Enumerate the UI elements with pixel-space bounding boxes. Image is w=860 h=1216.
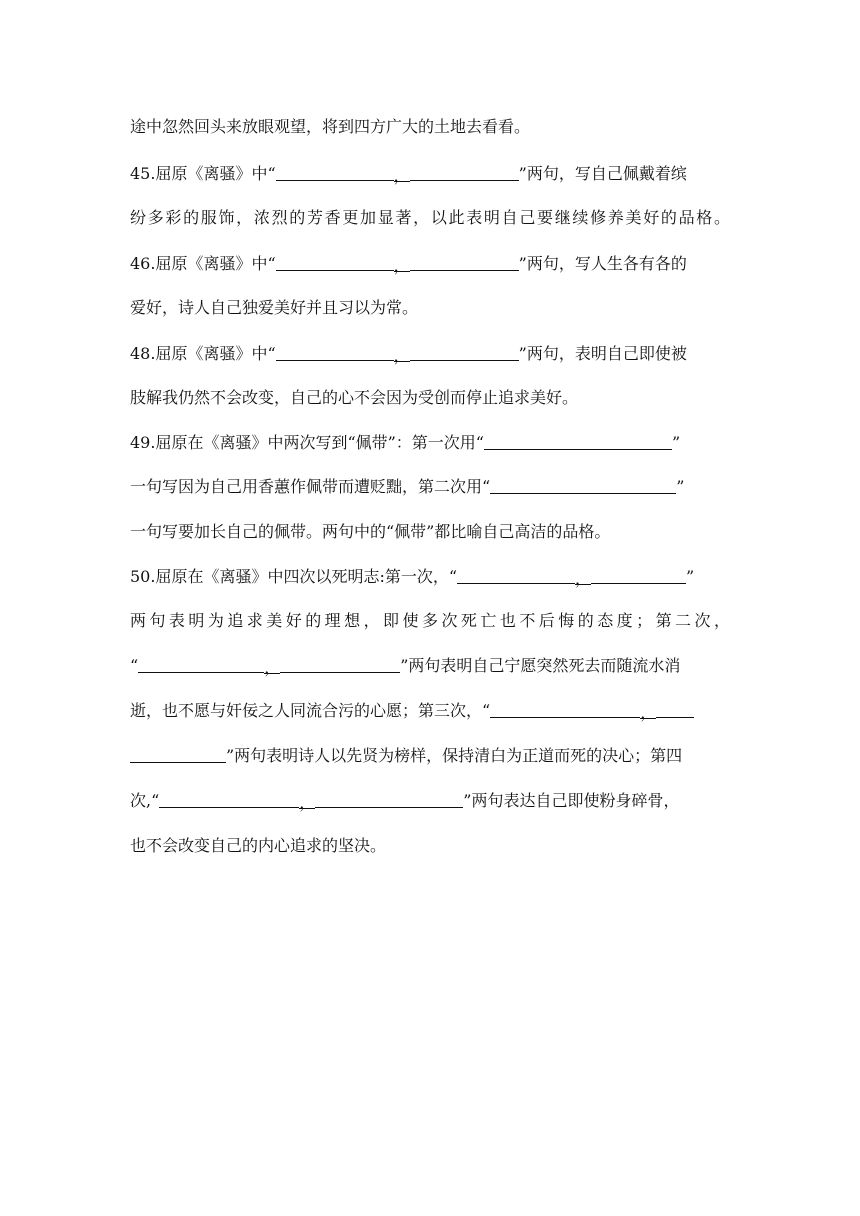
q49-blank-2[interactable] [490, 477, 676, 494]
q46-comma: ， [393, 256, 410, 275]
q46-suffix: ”两句，写人生各有各的 [518, 254, 687, 273]
q50-prefix-1: 50.屈原在《离骚》中四次以死明志:第一次，“ [130, 567, 458, 586]
q49-blank-1[interactable] [484, 433, 672, 450]
q50-blank-2a[interactable] [138, 656, 264, 673]
q46-blank-1[interactable] [276, 254, 394, 271]
q48-blank-2[interactable] [410, 344, 519, 361]
q50-prefix-4: 次,“ [130, 791, 160, 810]
q45-prefix: 45.屈原《离骚》中“ [130, 164, 276, 183]
q50-open-quote-2: “ [130, 656, 139, 675]
q50-blank-1b[interactable] [591, 567, 686, 584]
q50-blank-1a[interactable] [457, 567, 575, 584]
q49-quote-2: ” [676, 477, 685, 496]
q48-comma: ， [393, 346, 410, 365]
q50-comma-1: ， [575, 569, 592, 588]
question-49-line-1 [130, 432, 730, 454]
question-45-line-1 [130, 163, 730, 185]
question-49-line-2 [130, 476, 730, 498]
question-50-line-2: 两句表明为追求美好的理想，即使多次死亡也不后悔的态度；第二次， [130, 611, 730, 630]
question-46-line-1 [130, 253, 730, 275]
question-48-line-1 [130, 343, 730, 365]
question-50-line-3 [130, 655, 730, 677]
q50-blank-4b[interactable] [315, 791, 463, 808]
q49-prefix-2: 一句写因为自己用香蕙作佩带而遭贬黜，第二次用“ [130, 477, 491, 496]
q48-blank-1[interactable] [276, 344, 394, 361]
question-50-line-5 [130, 745, 730, 767]
question-48-line-2: 肢解我仍然不会改变，自己的心不会因为受创而停止追求美好。 [130, 388, 579, 407]
q50-suffix-3: ”两句表明诗人以先贤为榜样，保持清白为正道而死的决心；第四 [226, 746, 683, 765]
question-46-line-2: 爱好，诗人自己独爱美好并且习以为常。 [130, 298, 419, 317]
q50-prefix-3: 逝，也不愿与奸佞之人同流合污的心愿；第三次，“ [130, 701, 491, 720]
q50-comma-3: ， [640, 703, 657, 722]
q50-quote-1: ” [686, 567, 695, 586]
q50-blank-2b[interactable] [280, 656, 400, 673]
q48-prefix: 48.屈原《离骚》中“ [130, 344, 276, 363]
q45-suffix: ”两句，写自己佩戴着缤 [518, 164, 687, 183]
q45-blank-1[interactable] [276, 164, 394, 181]
q49-prefix-1: 49.屈原在《离骚》中两次写到“佩带”：第一次用“ [130, 433, 484, 452]
q50-blank-3c[interactable] [130, 746, 226, 763]
q50-comma-4: ， [299, 793, 316, 812]
q50-comma-2: ， [264, 658, 281, 677]
q50-suffix-4: ”两句表达自己即使粉身碎骨， [463, 791, 680, 810]
q45-comma: ， [393, 166, 410, 185]
q50-suffix-2: ”两句表明自己宁愿突然死去而随流水消 [400, 656, 681, 675]
q50-blank-4a[interactable] [159, 791, 299, 808]
q49-quote-1: ” [672, 433, 681, 452]
q48-suffix: ”两句，表明自己即使被 [518, 344, 687, 363]
question-45-line-2: 纷多彩的服饰，浓烈的芳香更加显著，以此表明自己要继续修养美好的品格。 [130, 208, 730, 227]
question-49-line-3: 一句写要加长自己的佩带。两句中的“佩带”都比喻自己高洁的品格。 [130, 522, 611, 541]
q46-blank-2[interactable] [410, 254, 519, 271]
text-line: 途中忽然回头来放眼观望，将到四方广大的土地去看看。 [130, 117, 531, 136]
question-50-line-6 [130, 790, 730, 812]
q50-blank-3b[interactable] [656, 701, 694, 718]
q45-blank-2[interactable] [410, 164, 519, 181]
question-50-line-4 [130, 700, 730, 722]
question-50-line-7: 也不会改变自己的内心追求的坚决。 [130, 836, 387, 855]
question-50-line-1 [130, 566, 730, 588]
q50-blank-3a[interactable] [490, 701, 640, 718]
q46-prefix: 46.屈原《离骚》中“ [130, 254, 276, 273]
